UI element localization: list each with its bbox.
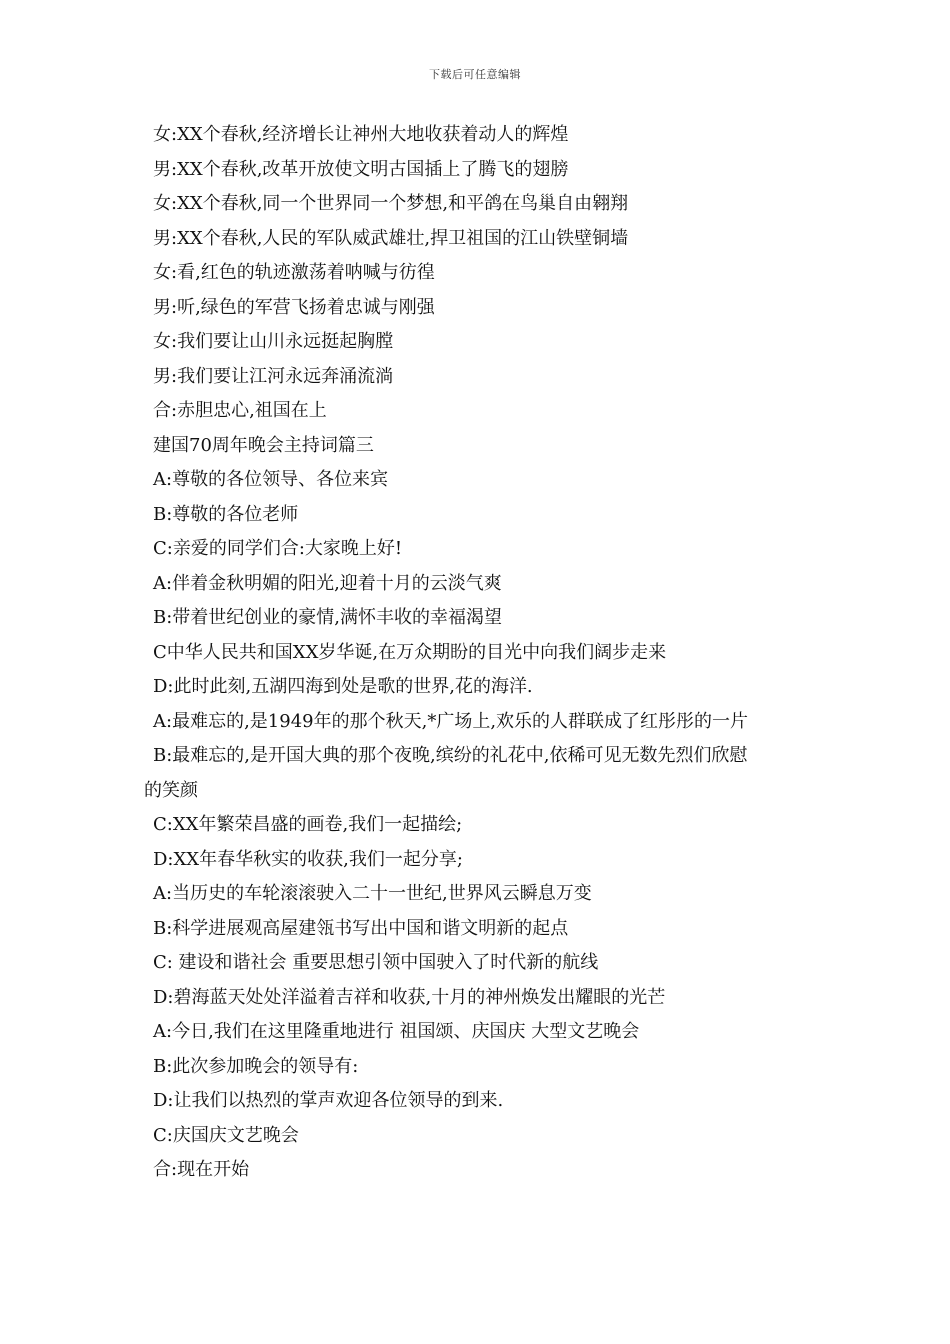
text-line: C: 建设和谐社会 重要思想引领中国驶入了时代新的航线 [153,952,599,973]
text-line: 女:看,红色的轨迹激荡着呐喊与彷徨 [153,262,435,283]
text-line: D:让我们以热烈的掌声欢迎各位领导的到来. [153,1090,504,1111]
text-line: B:尊敬的各位老师 [153,503,299,525]
text-line: D:XX年春华秋实的收获,我们一起分享; [153,848,463,870]
page-header: 下载后可任意编辑 [429,68,521,81]
text-line: A:尊敬的各位领导、各位来宾 [153,469,389,490]
text-line: C中华人民共和国XX岁华诞,在万众期盼的目光中向我们阔步走来 [153,641,667,663]
text-line: 合:现在开始 [153,1159,250,1180]
text-line: 男:我们要让江河永远奔涌流淌 [153,365,394,387]
text-line: 女:XX个春秋,同一个世界同一个梦想,和平鸽在鸟巢自由翱翔 [153,193,629,214]
text-line: B:带着世纪创业的豪情,满怀丰收的幸福渴望 [153,607,503,628]
text-line: 男:XX个春秋,人民的军队威武雄壮,捍卫祖国的江山铁壁铜墙 [153,227,629,249]
text-line: B:最难忘的,是开国大典的那个夜晚,缤纷的礼花中,依稀可见无数先烈们欣慰 [153,745,748,766]
text-line: A:今日,我们在这里隆重地进行 祖国颂、庆国庆 大型文艺晚会 [153,1021,640,1042]
text-line: 的笑颜 [144,779,198,801]
text-line: 建国70周年晚会主持词篇三 [153,434,374,456]
text-line: 女:我们要让山川永远挺起胸膛 [153,331,394,352]
text-line: A:最难忘的,是1949年的那个秋天,*广场上,欢乐的人群联成了红彤彤的一片 [153,710,749,732]
text-line: C:XX年繁荣昌盛的画卷,我们一起描绘; [153,814,463,835]
text-line: 合:赤胆忠心,祖国在上 [153,400,327,421]
text-line: 女:XX个春秋,经济增长让神州大地收获着动人的辉煌 [153,124,569,145]
text-line: D:碧海蓝天处处洋溢着吉祥和收获,十月的神州焕发出耀眼的光芒 [153,986,666,1008]
text-line: B:科学进展观高屋建瓴书写出中国和谐文明新的起点 [153,917,569,939]
text-line: D:此时此刻,五湖四海到处是歌的世界,花的海洋. [153,676,533,697]
text-line: C:庆国庆文艺晚会 [153,1124,299,1146]
text-line: A:当历史的车轮滚滚驶入二十一世纪,世界风云瞬息万变 [153,883,592,904]
document-body [144,118,816,1188]
text-line: A:伴着金秋明媚的阳光,迎着十月的云淡气爽 [153,572,502,594]
text-line: C:亲爱的同学们合:大家晚上好! [153,538,403,559]
text-line: 男:听,绿色的军营飞扬着忠诚与刚强 [153,296,435,318]
text-line: 男:XX个春秋,改革开放使文明古国插上了腾飞的翅膀 [153,158,569,180]
text-line: B:此次参加晚会的领导有: [153,1055,359,1077]
